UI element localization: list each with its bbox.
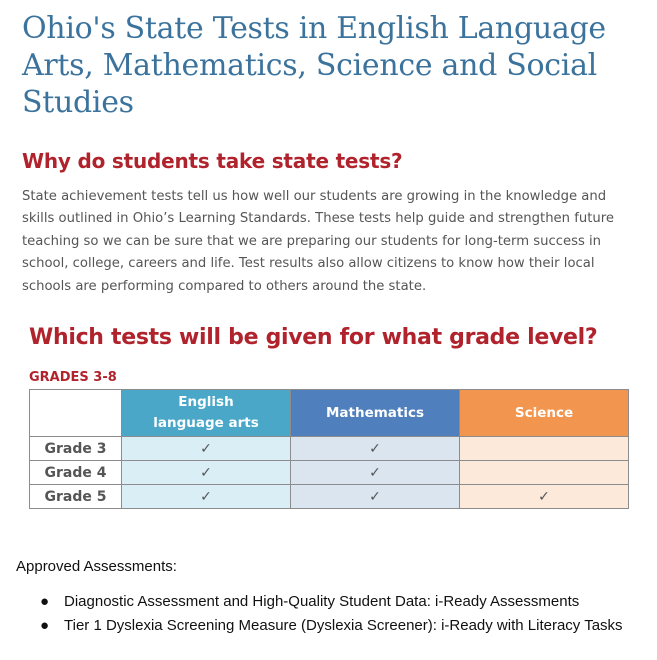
why-paragraph: State achievement tests tell us how well our students are growing in the knowledge and skills outlined in Ohio’s Learning Standards. These tests help guide and strengthen future teaching so we can be sure that we are preparing our students for long-term success in school, college, careers and life. Test results also allow citizens to know how their local schools are performing compared to others around the state. [22,189,614,294]
approved-assessments-label: Approved Assessments: [16,558,177,575]
list-item [0,590,657,614]
check-cell-science [460,461,629,485]
header-ela-line1: English [178,394,234,410]
check-mark-math: ✓ [291,485,460,509]
table-header-row [30,390,629,437]
table-row [30,485,629,509]
which-heading: Which tests will be given for what grade level? [29,325,598,350]
check-mark-ela: ✓ [122,461,291,485]
check-mark-math: ✓ [291,437,460,461]
check-mark-ela: ✓ [122,437,291,461]
check-mark-math: ✓ [291,461,460,485]
page-title: Ohio's State Tests in English Language Arts, Mathematics, Science and Social Studies [22,11,606,120]
table-row [30,461,629,485]
check-mark-ela: ✓ [122,485,291,509]
table-row [30,437,629,461]
grades-label: GRADES 3-8 [29,370,117,385]
list-item-text: Diagnostic Assessment and High-Quality Student Data: i-Ready Assessments [64,593,580,610]
bullet-icon: ● [40,593,50,610]
approved-assessments-list [0,590,657,638]
why-heading: Why do students take state tests? [22,149,403,173]
bullet-icon: ● [40,617,50,634]
list-item-text: Tier 1 Dyslexia Screening Measure (Dyslexia Screener): i-Ready with Literacy Tasks [64,617,623,634]
tests-table [29,389,629,509]
grade-label: Grade 5 [30,485,122,509]
header-ela-line2: language arts [153,415,259,431]
header-blank-cell [30,390,122,437]
header-ela [122,390,291,437]
check-mark-science: ✓ [460,485,629,509]
list-item [0,614,657,638]
grade-label: Grade 4 [30,461,122,485]
check-cell-science [460,437,629,461]
grade-label: Grade 3 [30,437,122,461]
header-science: Science [460,390,629,437]
header-math: Mathematics [291,390,460,437]
